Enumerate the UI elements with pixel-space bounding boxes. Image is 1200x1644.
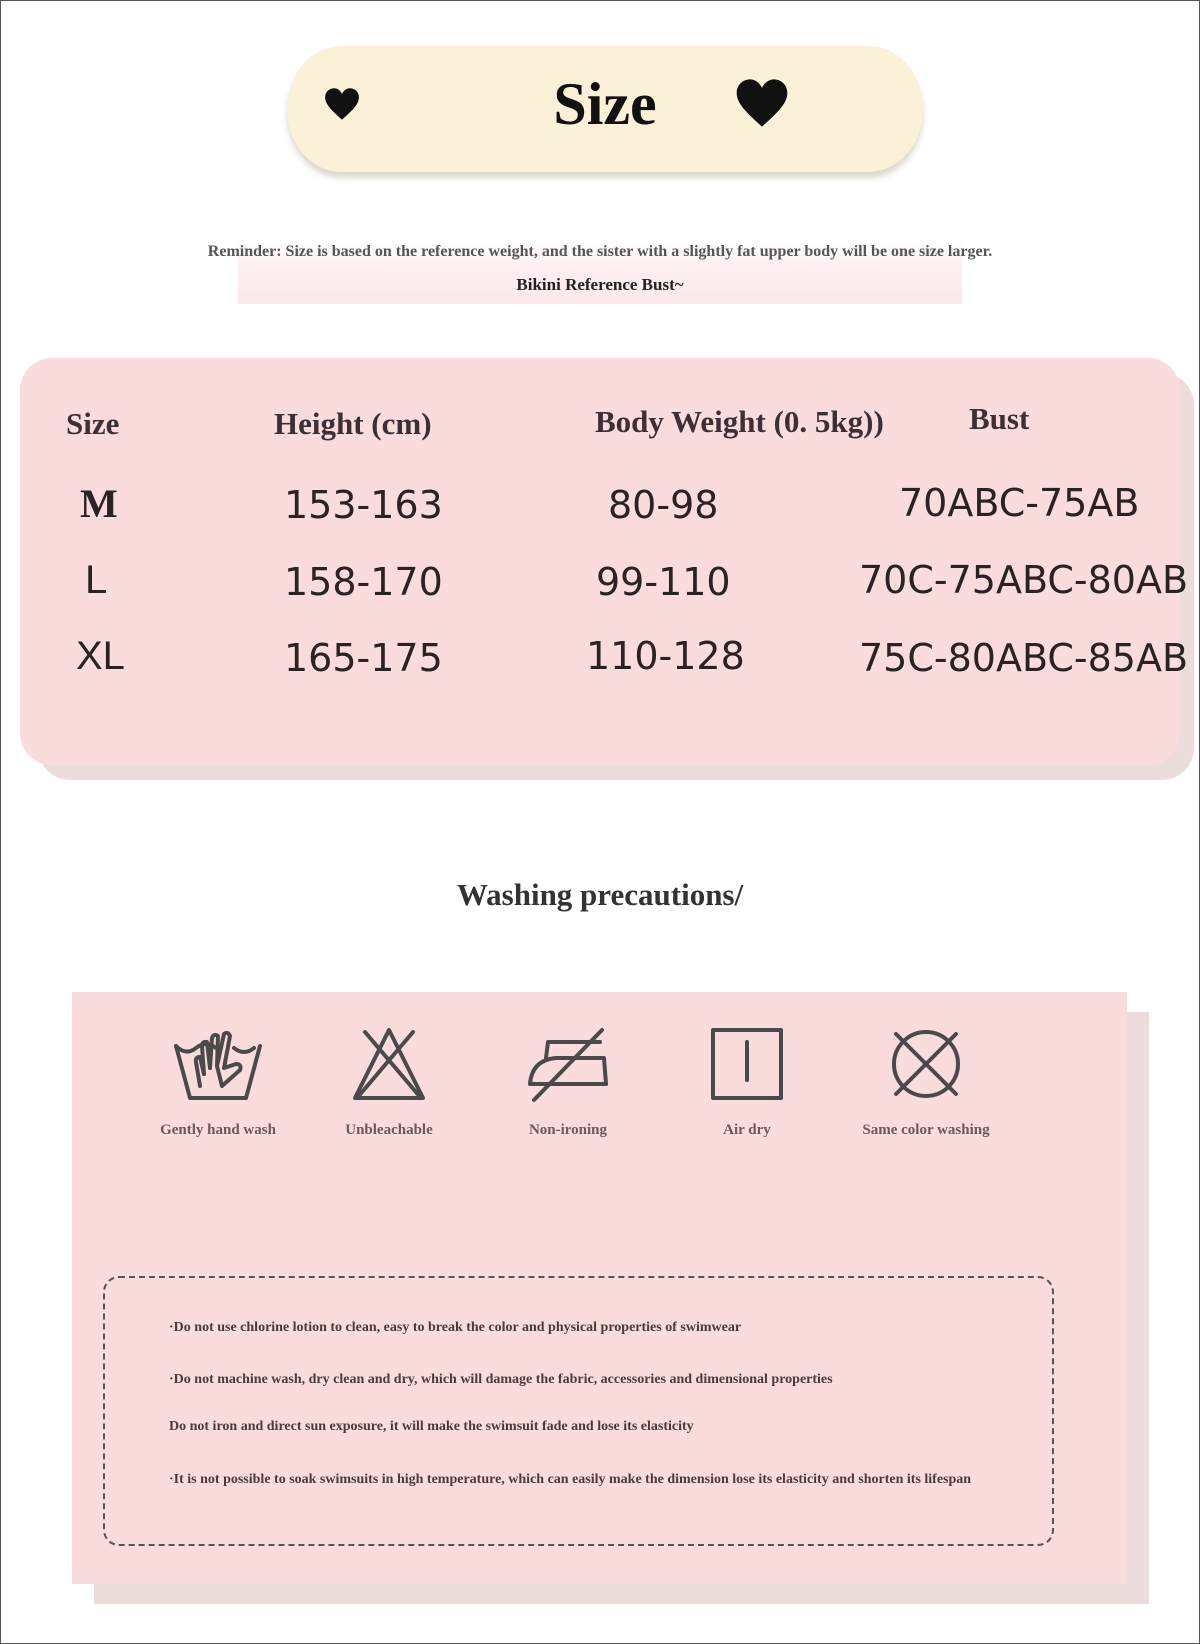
header-height: Height (cm) xyxy=(274,406,432,441)
care-note: ·Do not machine wash, dry clean and dry, which will damage the fabric, accessories and dimensional properties xyxy=(169,1372,833,1387)
care-label: Same color washing xyxy=(862,1122,990,1138)
care-label: Gently hand wash xyxy=(160,1122,276,1138)
care-label: Non-ironing xyxy=(528,1122,608,1138)
care-notes-box xyxy=(103,1276,1054,1546)
weight-cell: 80-98 xyxy=(608,483,719,527)
care-label: Unbleachable xyxy=(345,1122,433,1138)
size-title-banner xyxy=(287,46,923,172)
care-label: Air dry xyxy=(723,1122,771,1138)
care-note: Do not iron and direct sun exposure, it will make the swimsuit fade and lose its elasticity xyxy=(169,1419,694,1434)
hand-wash-icon xyxy=(170,1024,266,1104)
header-size: Size xyxy=(66,406,120,441)
height-cell: 165-175 xyxy=(284,636,443,680)
bust-reference-subtitle: Bikini Reference Bust~ xyxy=(516,275,684,294)
header-weight: Body Weight (0. 5kg)) xyxy=(595,404,884,439)
care-item-same-color-wash xyxy=(836,1024,1016,1139)
air-dry-icon xyxy=(707,1024,787,1104)
size-table xyxy=(20,358,1189,765)
care-item-hand-wash xyxy=(128,1024,308,1139)
size-cell: L xyxy=(85,558,108,602)
size-reminder: Reminder: Size is based on the reference weight, and the sister with a slightly fat upper body will be one size larger. xyxy=(207,243,993,260)
care-note: ·It is not possible to soak swimsuits in high temperature, which can easily make the dimension lose its elasticity and shorten its lifespan xyxy=(169,1472,972,1487)
weight-cell: 110-128 xyxy=(586,634,745,678)
no-bleach-icon xyxy=(349,1024,429,1104)
weight-cell: 99-110 xyxy=(596,560,731,604)
size-cell: M xyxy=(80,481,118,526)
care-note: ·Do not use chlorine lotion to clean, easy to break the color and physical properties of swimwear xyxy=(169,1320,742,1335)
page-title: Size xyxy=(553,71,657,137)
bust-cell: 70ABC-75AB xyxy=(899,481,1140,525)
care-item-no-iron xyxy=(478,1024,658,1139)
care-item-air-dry xyxy=(657,1024,837,1139)
washing-title: Washing precautions/ xyxy=(456,877,744,912)
no-iron-icon xyxy=(524,1024,612,1104)
bust-cell: 70C-75ABC-80AB xyxy=(859,558,1189,602)
size-cell: XL xyxy=(76,634,125,678)
header-bust: Bust xyxy=(969,401,1030,436)
heart-icon xyxy=(735,76,789,130)
same-color-wash-icon xyxy=(886,1024,966,1104)
care-item-no-bleach xyxy=(299,1024,479,1139)
height-cell: 153-163 xyxy=(284,483,443,527)
height-cell: 158-170 xyxy=(284,560,443,604)
bust-cell: 75C-80ABC-85AB xyxy=(859,636,1189,680)
